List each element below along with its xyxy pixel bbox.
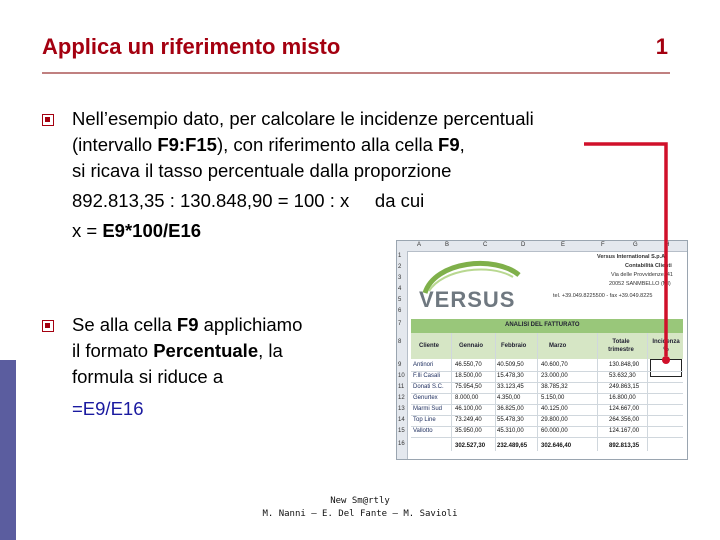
- row-number: 4: [398, 286, 402, 292]
- selected-cell: [650, 359, 682, 377]
- column-divider: [451, 333, 452, 451]
- left-accent-bar: [0, 0, 16, 540]
- range-ref: F9:F15: [157, 134, 217, 155]
- bullet-1-icon: [42, 114, 54, 126]
- format-name: Percentuale: [153, 340, 259, 361]
- column-letter: B: [445, 242, 450, 248]
- value-cell: 75.954,50: [455, 384, 482, 390]
- value-cell: 40.125,00: [541, 406, 568, 412]
- total-cell: 232.489,65: [497, 443, 528, 449]
- text-fragment: , la: [258, 340, 283, 361]
- title-divider: [42, 72, 670, 74]
- row-number: 7: [398, 321, 402, 327]
- value-cell: 53.632,30: [609, 373, 636, 379]
- value-cell: 5.150,00: [541, 395, 565, 401]
- client-name-cell: Donati S.C.: [413, 384, 444, 390]
- value-cell: 35.950,00: [455, 428, 482, 434]
- value-cell: 15.478,30: [497, 373, 524, 379]
- cell-ref: F9: [438, 134, 460, 155]
- value-cell: 40.509,50: [497, 362, 524, 368]
- column-header-bar: [397, 241, 687, 252]
- formula: E9*100/E16: [102, 220, 202, 241]
- row-number: 1: [398, 253, 402, 259]
- report-title-band: [411, 319, 683, 333]
- value-cell: 124.167,00: [609, 428, 640, 434]
- column-letter: E: [561, 242, 566, 248]
- value-cell: 36.825,00: [497, 406, 524, 412]
- text-fragment: x =: [72, 220, 103, 241]
- row-number: 8: [398, 339, 402, 345]
- column-letter: F: [601, 242, 605, 248]
- company-name: Versus International S.p.A.: [597, 254, 667, 260]
- header-febbraio: Febbraio: [501, 343, 527, 349]
- value-cell: 38.785,32: [541, 384, 568, 390]
- bullet-2-line-2: [72, 338, 392, 364]
- row-number: 11: [398, 384, 405, 390]
- company-dept: Contabilità Clienti: [625, 263, 672, 269]
- value-cell: 46.550,70: [455, 362, 482, 368]
- text-fragment: applichiamo: [198, 314, 303, 335]
- bullet-2-text: [72, 312, 392, 422]
- cell-ref: F9: [176, 314, 199, 335]
- client-name-cell: Genurtex: [413, 395, 438, 401]
- header-cliente: Cliente: [419, 343, 440, 349]
- client-name-cell: Top Line: [413, 417, 436, 423]
- bullet-1-line-3: si ricava il tasso percentuale dalla proporzione: [72, 160, 452, 181]
- client-name-cell: Vallotto: [413, 428, 433, 434]
- value-cell: 40.600,70: [541, 362, 568, 368]
- footer-authors: M. Nanni – E. Del Fante – M. Savioli: [262, 509, 458, 519]
- footer-course: New Sm@rtly: [330, 496, 390, 506]
- column-letter: D: [521, 242, 526, 248]
- row-number: 13: [398, 406, 405, 412]
- header-gennaio: Gennaio: [459, 343, 484, 349]
- value-cell: 18.500,00: [455, 373, 482, 379]
- total-cell: 302.527,30: [455, 443, 486, 449]
- bullet-2-icon: [42, 320, 54, 332]
- company-city: 20052 SANMBELLO (MI): [609, 281, 671, 287]
- value-cell: 4.350,00: [497, 395, 521, 401]
- client-name-cell: F.lli Casali: [413, 373, 441, 379]
- company-address: Via delle Provvidenze, 41: [611, 272, 673, 278]
- text-fragment: Se alla cella: [72, 314, 177, 335]
- row-number: 14: [398, 417, 405, 423]
- header-marzo: Marzo: [549, 343, 567, 349]
- value-cell: 249.863,15: [609, 384, 640, 390]
- value-cell: 29.800,00: [541, 417, 568, 423]
- slide-title: Applica un riferimento misto: [42, 34, 341, 59]
- text-fragment: ,: [459, 134, 465, 155]
- header-incidenza: Incidenza %: [652, 339, 680, 353]
- value-cell: 130.848,90: [609, 362, 640, 368]
- column-letter: A: [417, 242, 422, 248]
- row-number: 12: [398, 395, 405, 401]
- row-number: 9: [398, 362, 402, 368]
- value-cell: 46.100,00: [455, 406, 482, 412]
- client-name-cell: Antinori: [413, 362, 434, 368]
- company-phone: tel. +39.049.8225500 - fax +39.049.8225: [553, 293, 653, 299]
- value-cell: 8.000,00: [455, 395, 479, 401]
- value-cell: 16.800,00: [609, 395, 636, 401]
- bullet-1-line-1: Nell’esempio dato, per calcolare le incidenze percentuali: [72, 108, 534, 129]
- column-divider: [537, 333, 538, 451]
- value-cell: 124.667,00: [609, 406, 640, 412]
- value-cell: 45.310,00: [497, 428, 524, 434]
- total-cell: 302.646,40: [541, 443, 572, 449]
- text-fragment: il formato: [72, 340, 154, 361]
- row-number: 6: [398, 308, 402, 314]
- bullet-1-line-2: [72, 132, 712, 158]
- row-number: 3: [398, 275, 402, 281]
- bullet-2-formula: =E9/E16: [72, 398, 144, 419]
- value-cell: 55.478,30: [497, 417, 524, 423]
- row-number: 5: [398, 297, 402, 303]
- bullet-2-line-3: formula si riduce a: [72, 366, 224, 387]
- slide-number: 1: [655, 34, 668, 59]
- versus-logo: VERSUS: [419, 287, 516, 312]
- bullet-2-line-1: [72, 312, 392, 338]
- text-fragment: (intervallo: [72, 134, 158, 155]
- accent-bar-top: [0, 0, 16, 360]
- row-number: 10: [398, 373, 405, 379]
- bullet-1-text: [72, 106, 712, 244]
- client-name-cell: Marmi Sud: [413, 406, 443, 412]
- bullet-1-line-4: 892.813,35 : 130.848,90 = 100 : x da cui: [72, 190, 425, 211]
- text-fragment: ), con riferimento alla cella: [216, 134, 439, 155]
- column-letter: C: [483, 242, 488, 248]
- row-number: 15: [398, 428, 405, 434]
- value-cell: 60.000,00: [541, 428, 568, 434]
- row-number: 16: [398, 441, 405, 447]
- column-divider: [495, 333, 496, 451]
- row-number: 2: [398, 264, 402, 270]
- total-cell: 892.813,35: [609, 443, 640, 449]
- value-cell: 33.123,45: [497, 384, 524, 390]
- column-letter: G: [633, 242, 638, 248]
- report-title: ANALISI DEL FATTURATO: [505, 322, 580, 328]
- column-letter: H: [665, 242, 670, 248]
- column-divider: [647, 333, 648, 451]
- header-totale: Totale trimestre: [608, 339, 634, 353]
- spreadsheet-image: [396, 240, 688, 460]
- value-cell: 23.000,00: [541, 373, 568, 379]
- value-cell: 73.249,40: [455, 417, 482, 423]
- value-cell: 264.356,00: [609, 417, 640, 423]
- row-header-bar: [397, 251, 408, 459]
- column-divider: [597, 333, 598, 451]
